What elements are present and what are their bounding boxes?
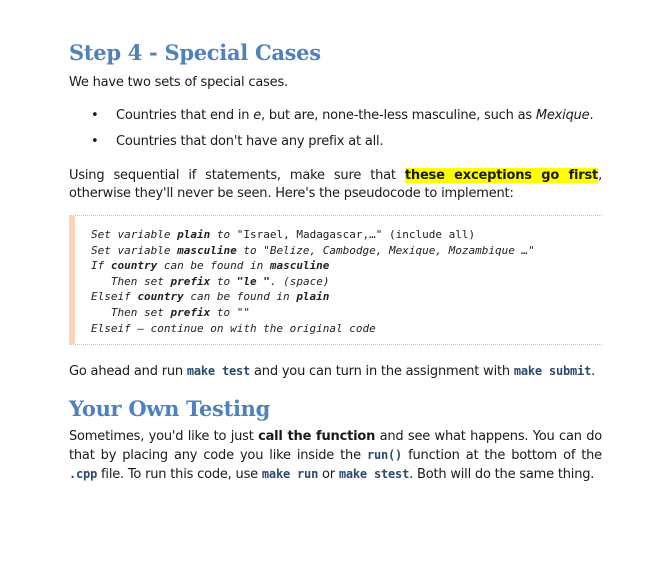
testing-paragraph: Sometimes, you'd like to just call the function and see what happens. You can do that by placing any code you like inside the run() function at the bottom of the .cpp file. To run this code, use make run or make stest. Both will do the same thing. xyxy=(69,429,603,483)
list-item: • Countries that don't have any prefix at all. xyxy=(69,133,602,151)
make-run-command: make run xyxy=(261,467,319,482)
code-block-accent-bar xyxy=(69,216,75,344)
document-page xyxy=(69,0,602,484)
step4-heading: Step 4 - Special Cases xyxy=(69,40,321,65)
run-function-code: run() xyxy=(366,448,403,463)
code-line: If country can be found in masculine xyxy=(91,259,330,273)
make-test-command: make test xyxy=(186,364,251,379)
make-stest-command: make stest xyxy=(338,467,410,482)
code-line: Then set prefix to "" xyxy=(91,305,250,319)
pseudocode-block xyxy=(69,215,602,345)
code-line: Set variable masculine to "Belize, Cambodge, Mexique, Mozambique …" xyxy=(91,243,535,257)
bold-text: call the function xyxy=(258,429,376,445)
cpp-extension-code: .cpp xyxy=(69,467,98,482)
code-line: Elseif country can be found in plain xyxy=(91,290,330,304)
sequential-if-paragraph: Using sequential if statements, make sure that these exceptions go first, otherwise they'll never be seen. Here's the pseudocode to implement: xyxy=(69,168,602,201)
highlighted-text: these exceptions go first xyxy=(404,168,599,183)
testing-heading: Your Own Testing xyxy=(69,396,270,422)
make-submit-command: make submit xyxy=(513,364,592,379)
code-line: Then set prefix to "le ". (space) xyxy=(91,274,330,288)
special-cases-list xyxy=(69,107,602,151)
go-ahead-paragraph: Go ahead and run make test and you can turn in the assignment with make submit. xyxy=(69,364,596,380)
code-line: Set variable plain to "Israel, Madagascar,…" (include all) xyxy=(91,228,476,241)
list-item: • Countries that end in e, but are, none-the-less masculine, such as Mexique. xyxy=(69,107,602,125)
code-line: Elseif – continue on with the original code xyxy=(91,321,376,335)
step4-intro: We have two sets of special cases. xyxy=(69,75,288,90)
